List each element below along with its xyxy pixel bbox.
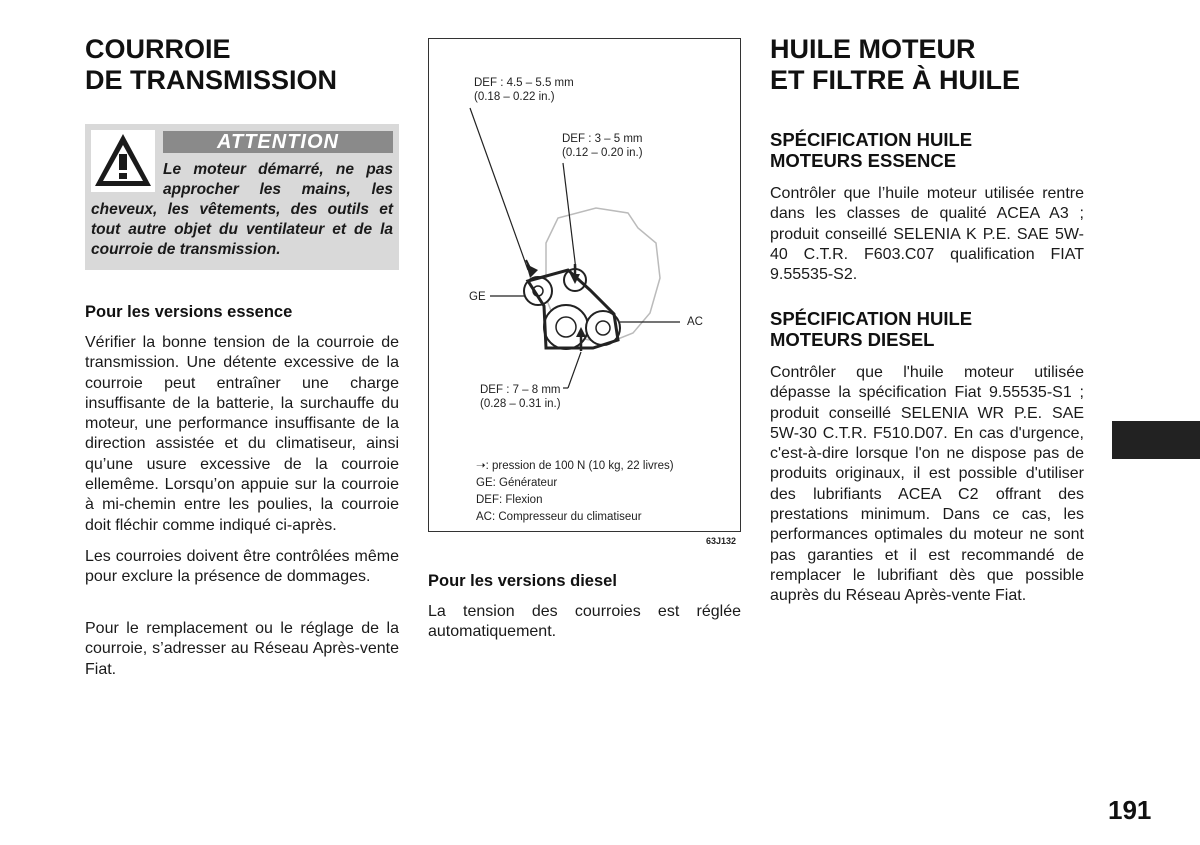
attention-label: ATTENTION xyxy=(163,131,393,153)
figure-code: 63J132 xyxy=(706,536,737,546)
oil-section-title: HUILE MOTEUR ET FILTRE À HUILE xyxy=(770,34,1020,95)
spec-diesel-heading: SPÉCIFICATION HUILE MOTEURS DIESEL xyxy=(770,308,973,350)
ac-label: AC xyxy=(687,316,703,328)
diagram-legend xyxy=(476,458,674,526)
diesel-text: La tension des courroies est réglée automatiquement. xyxy=(428,603,741,641)
chapter-tab xyxy=(1112,421,1200,459)
legend-ac: AC: Compresseur du climatiseur xyxy=(476,511,642,523)
damage-paragraph: Les courroies doivent être contrôlées même pour exclure la présence de dommages. xyxy=(85,548,399,586)
def-label-generator: DEF : 4.5 – 5.5 mm (0.18 – 0.22 in.) xyxy=(474,77,574,103)
spec-diesel-text: Contrôler que l'huile moteur utilisée dépasse la spécification Fiat 9.55535-S1 ; produit conseillé SELENIA WR P.E. SAE 5W-30 C.T.R. F510.D07. En cas d'urgence, c'est-à-dire lorsque l'on ne dispose pas de produits originaux, il est possible d'utiliser des lubrifiants ACEA C2 offrant des prestations minimum. Dans ce cas, les performances optimales du moteur ne sont pas garanties et il est recommandé de remplacer le lubrifiant dès que possible auprès du Réseau Après-vente Fiat. xyxy=(770,364,1084,605)
service-paragraph: Pour le remplacement ou le réglage de la courroie, s’adresser au Réseau Après-vente Fiat. xyxy=(85,620,399,678)
belt-section-title: COURROIE DE TRANSMISSION xyxy=(85,34,338,95)
diesel-heading: Pour les versions diesel xyxy=(428,572,617,590)
attention-box xyxy=(85,124,399,270)
legend-def: DEF: Flexion xyxy=(476,494,543,506)
def-label-upper: DEF : 3 – 5 mm (0.12 – 0.20 in.) xyxy=(562,133,643,159)
ge-label: GE xyxy=(469,291,486,303)
legend-ge: GE: Générateur xyxy=(476,477,558,489)
def-label-compressor: DEF : 7 – 8 mm (0.28 – 0.31 in.) xyxy=(480,384,561,410)
tension-paragraph: Vérifier la bonne tension de la courroie de transmission. Une détente excessive de la courroie peut entraîner une charge insuffisante de la batterie, la surchauffe du moteur, une performance insuffisante de la direction assistée et du climatiseur, ainsi qu’une usure excessive de la courroie ellemême. Lorsqu’on appuie sur la courroie à mi-chemin entre les poulies, la courroie doit fléchir comme indiqué ci-après. xyxy=(85,334,399,534)
legend-pressure: ➝: pression de 100 N (10 kg, 22 livres) xyxy=(476,460,674,472)
spec-essence-heading: SPÉCIFICATION HUILE MOTEURS ESSENCE xyxy=(770,129,973,171)
attention-text: Le moteur démarré, ne pas approcher les mains, les cheveux, les vêtements, des outils et tout autre objet du ventilateur et de la courroie de transmission. xyxy=(91,161,393,258)
spec-essence-text: Contrôler que l’huile moteur utilisée rentre dans les classes de qualité ACEA A3 ; produit conseillé SELENIA K P.E. SAE 5W-40 C.T.R. F603.C07 qualification FIAT 9.55535-S2. xyxy=(770,185,1084,284)
essence-heading: Pour les versions essence xyxy=(85,303,293,321)
page-number: 191 xyxy=(1108,795,1152,825)
